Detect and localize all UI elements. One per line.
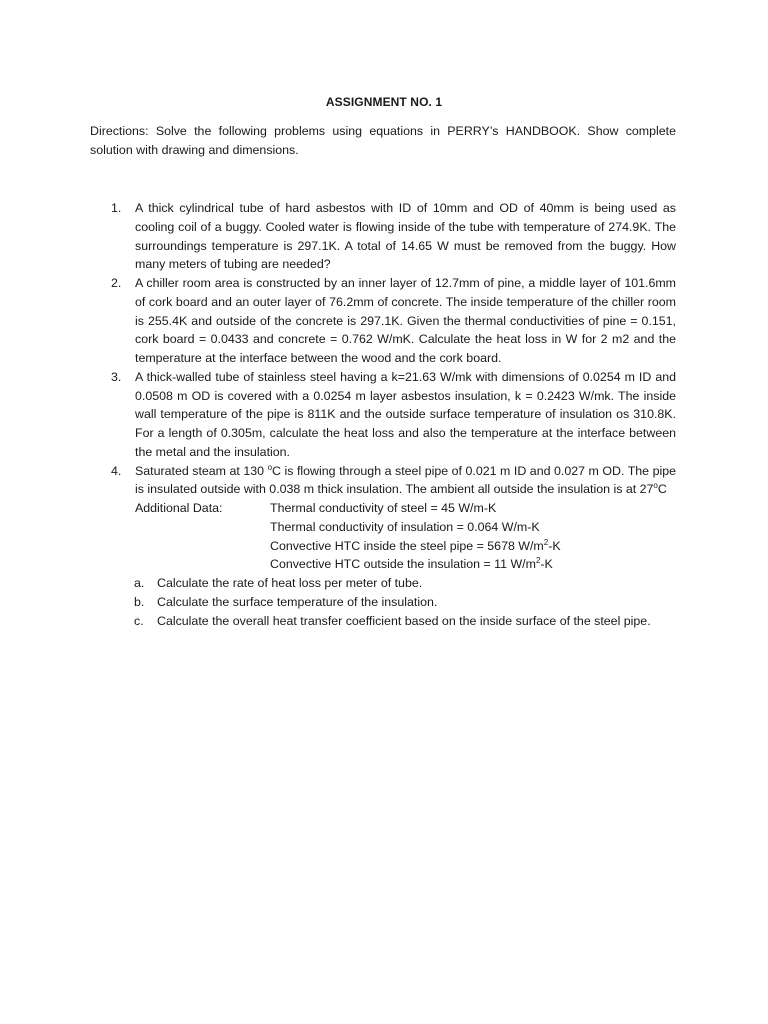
subitem-letter: b. xyxy=(134,594,145,609)
data-line-text: Convective HTC outside the insulation = 11 W/m xyxy=(270,557,536,572)
superscript: 2 xyxy=(535,556,541,566)
subitem-text: Calculate the overall heat transfer coefficient based on the inside surface of the steel pipe. xyxy=(157,613,651,628)
subitem-letter: a. xyxy=(134,576,145,590)
problem-list xyxy=(90,199,676,630)
data-line: Thermal conductivity of insulation = 0.064 W/m-K xyxy=(270,519,540,534)
subitem-text: Calculate the surface temperature of the insulation. xyxy=(157,594,438,609)
problem-text-part: C xyxy=(657,482,667,497)
degree-mark: o xyxy=(653,481,658,491)
problem-item-2 xyxy=(90,274,676,368)
problem-number: 3. xyxy=(111,369,122,384)
problem-number: 4. xyxy=(111,463,122,478)
data-line-text: -K xyxy=(548,538,561,553)
superscript: 2 xyxy=(543,537,549,547)
problem-item-1 xyxy=(90,199,676,274)
additional-data xyxy=(135,499,676,574)
subitem-letter: c. xyxy=(134,613,144,628)
problem-number: 1. xyxy=(111,201,122,215)
data-line-text: -K xyxy=(540,557,553,572)
data-line xyxy=(270,537,676,556)
problem-text: A chiller room area is constructed by an inner layer of 12.7mm of pine, a middle layer of 101.6mm of cork board and an outer layer of 76.2mm of concrete. The inside temperature of the chiller room is 255.4K and outside of the concrete is 297.1K. Given the thermal conductivities of pine = 0.151, cork board = 0.0433 and concrete = 0.762 W/mK. Calculate the heat loss in W for 2 m2 and the temperature at the interface between the wood and the cork board. xyxy=(135,276,676,365)
subitem-text: Calculate the rate of heat loss per meter of tube. xyxy=(157,576,423,590)
data-line-text: Convective HTC inside the steel pipe = 5678 W/m xyxy=(270,538,544,553)
assignment-title: ASSIGNMENT NO. 1 xyxy=(325,95,443,109)
data-line: Thermal conductivity of steel = 45 W/m-K xyxy=(270,501,497,515)
degree-mark: o xyxy=(267,462,273,472)
problem-text-part: Saturated steam at 130 xyxy=(135,463,268,478)
additional-data-values xyxy=(270,499,676,574)
problem-number: 2. xyxy=(111,276,122,290)
subitem-c xyxy=(134,612,676,631)
data-line xyxy=(270,555,676,574)
problem-text-part: C is flowing through a steel pipe of 0.021 m ID and 0.027 m OD. The pipe is insulated outside with 0.038 m thick insulation. The ambient all outside the insulation is at 27 xyxy=(135,463,677,497)
additional-data-label: Additional Data: xyxy=(135,501,223,515)
problem-text: A thick cylindrical tube of hard asbestos with ID of 10mm and OD of 40mm is being used as cooling coil of a buggy. Cooled water is flowing inside of the tube with temperature of 274.9K. The surroundings temperature is 297.1K. A total of 14.65 W must be removed from the buggy. How many meters of tubing are needed? xyxy=(135,201,676,272)
subitem-list xyxy=(135,574,676,630)
problem-text: A thick-walled tube of stainless steel having a k=21.63 W/mk with dimensions of 0.0254 m ID and 0.0508 m OD is covered with a 0.0254 m layer asbestos insulation, k = 0.2423 W/mk. The inside wall temperature of the pipe is 811K and the outside surface temperature of insulation os 310.8K. For a length of 0.305m, calculate the heat loss and also the temperature at the interface between the metal and the insulation. xyxy=(135,369,676,459)
subitem-b xyxy=(134,593,676,612)
subitem-a xyxy=(134,574,676,593)
problem-item-3 xyxy=(90,368,676,462)
problem-item-4 xyxy=(90,462,676,631)
problem-text xyxy=(135,462,676,500)
directions-paragraph: Directions: Solve the following problems using equations in PERRY’s HANDBOOK. Show complete solution with drawing and dimensions. xyxy=(90,124,676,157)
